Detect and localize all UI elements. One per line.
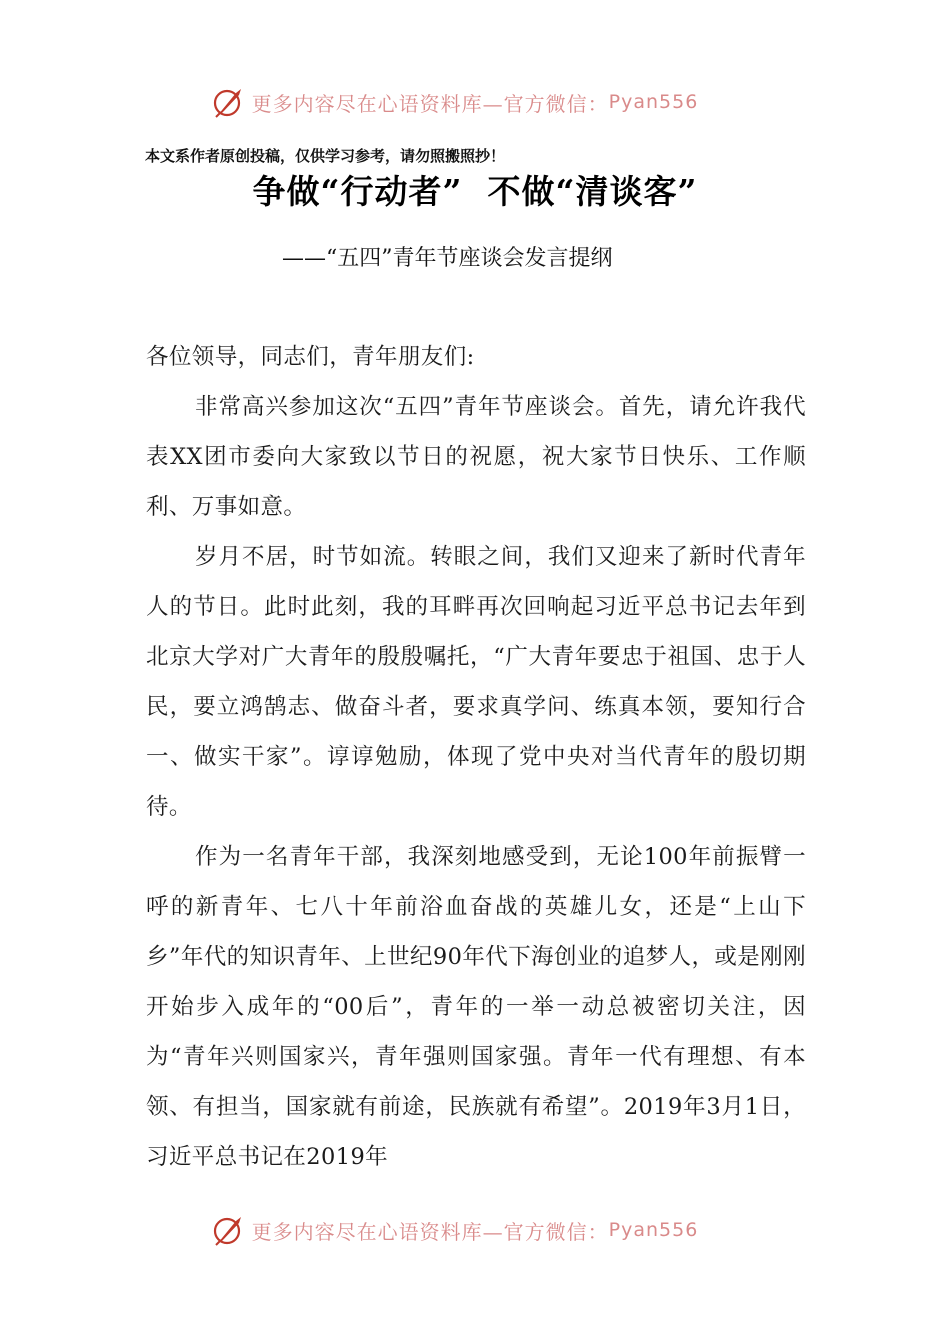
watermark-footer — [0, 1210, 950, 1250]
greeting: 各位领导，同志们，青年朋友们: — [146, 344, 475, 370]
paragraph-3: 作为一名青年干部，我深刻地感受到，无论100年前振臂一呼的新青年、七八十年前浴血奋战的英雄儿女，还是“上山下乡”年代的知识青年、上世纪90年代下海创业的追梦人，或是刚刚开始步入成年的“00后”，青年的一举一动总被密切关注，因为“青年兴则国家兴，青年强则国家强。青年一代有理想、有本领、有担当，国家就有前途，民族就有希望”。2019年3月1日，习近平总书记在2019年 — [146, 844, 806, 1170]
watermark-wechat-id: Pyan556 — [608, 1219, 699, 1241]
document-title: 争做“行动者” 不做“清谈客” — [252, 172, 698, 211]
quill-pen-circle-icon — [212, 1213, 246, 1247]
watermark-header — [0, 82, 950, 122]
paragraph-1: 非常高兴参加这次“五四”青年节座谈会。首先，请允许我代表XX团市委向大家致以节日的祝愿，祝大家节日快乐、工作顺利、万事如意。 — [146, 394, 806, 520]
watermark-text: 更多内容尽在心语资料库—官方微信： — [251, 91, 609, 116]
document-body — [146, 332, 806, 1182]
quill-pen-circle-icon — [212, 85, 246, 119]
copyright-notice: 本文系作者原创投稿，仅供学习参考，请勿照搬照抄！ — [145, 147, 506, 165]
watermark-wechat-id: Pyan556 — [608, 91, 699, 113]
document-subtitle: ——“五四”青年节座谈会发言提纲 — [282, 246, 613, 271]
watermark-text: 更多内容尽在心语资料库—官方微信： — [251, 1219, 609, 1244]
paragraph-2: 岁月不居，时节如流。转眼之间，我们又迎来了新时代青年人的节日。此时此刻，我的耳畔再次回响起习近平总书记去年到北京大学对广大青年的殷殷嘱托，“广大青年要忠于祖国、忠于人民，要立鸿鹄志、做奋斗者，要求真学问、练真本领，要知行合一、做实干家”。谆谆勉励，体现了党中央对当代青年的殷切期待。 — [146, 544, 806, 820]
